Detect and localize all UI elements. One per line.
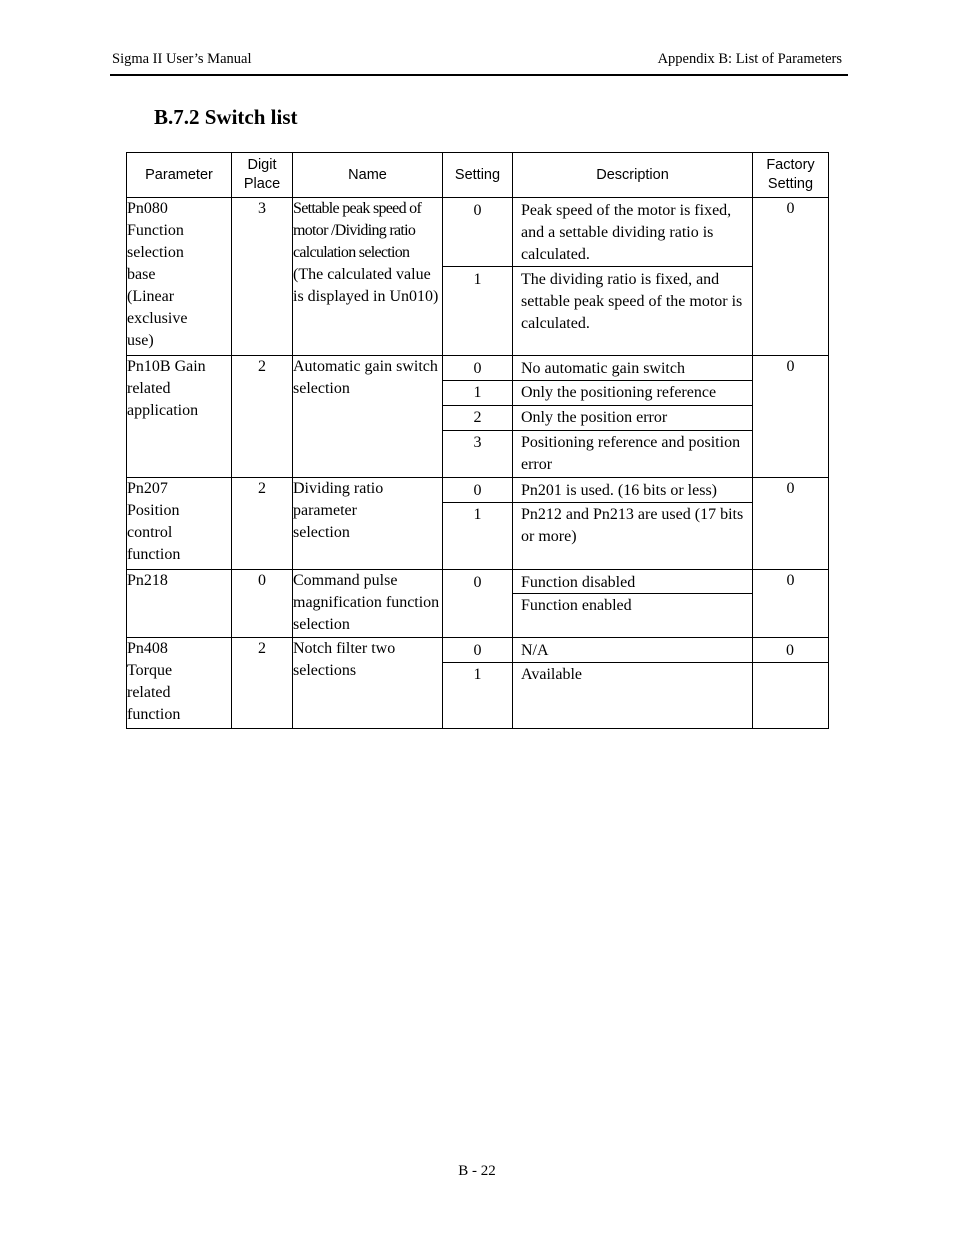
header-rule: [110, 74, 848, 76]
parameter-cell: Pn408 Torque related function: [127, 638, 232, 729]
setting-description: Only the position error: [521, 409, 668, 426]
digit-cell: 2: [232, 638, 293, 729]
table-header-row: [127, 153, 829, 198]
setting-description: Function disabled: [513, 570, 752, 594]
setting-divider: [512, 570, 513, 637]
name-note: (The calculated value is displayed in Un010): [293, 266, 439, 305]
col-header-digit-place: Digit Place: [232, 153, 293, 198]
setting-row: [443, 663, 828, 728]
setting-description: Function enabled: [521, 597, 632, 614]
setting-description: Only the positioning reference: [521, 384, 717, 401]
setting-value: 0: [473, 574, 482, 591]
settings-cell: [443, 638, 829, 729]
setting-description: Positioning reference and position error: [521, 434, 741, 473]
col-header-name: Name: [293, 153, 443, 198]
setting-description: Available: [521, 666, 583, 683]
setting-description: Pn201 is used. (16 bits or less): [521, 482, 717, 499]
setting-value: 1: [443, 381, 513, 405]
setting-row: [443, 356, 752, 381]
table-row: [127, 570, 829, 638]
col-header-factory-setting: Factory Setting: [753, 153, 829, 198]
factory-setting-empty: [752, 663, 828, 728]
name-cell: Command pulse magnification function selection: [293, 570, 443, 638]
setting-value: [443, 594, 512, 637]
setting-value: 2: [443, 406, 513, 430]
parameter-cell: Pn207 Position control function: [127, 478, 232, 570]
setting-description: No automatic gain switch: [521, 360, 685, 377]
factory-divider: [752, 638, 753, 728]
factory-setting-cell: 0: [753, 198, 829, 356]
table-row: [127, 478, 829, 570]
header-left: Sigma II User’s Manual: [112, 51, 252, 67]
parameter-cell: Pn10B Gain related application: [127, 356, 232, 478]
col-header-parameter: Parameter: [127, 153, 232, 198]
parameter-cell: Pn080 Function selection base (Linear exclusive use): [127, 198, 232, 356]
name-cell: Notch filter two selections: [293, 638, 443, 729]
setting-value: 0: [473, 642, 482, 659]
factory-setting-cell: 0: [753, 478, 829, 570]
setting-row: [443, 594, 752, 637]
digit-cell: 2: [232, 356, 293, 478]
factory-setting-cell: 0: [753, 570, 829, 638]
name-cell: Dividing ratio parameter selection: [293, 478, 443, 570]
setting-value: 0: [443, 356, 513, 380]
setting-value: 0: [443, 478, 513, 502]
setting-value: 1: [443, 503, 513, 569]
settings-cell: [443, 198, 753, 356]
setting-row: [443, 381, 752, 406]
setting-value: 1: [443, 267, 513, 355]
setting-row: [443, 503, 752, 569]
setting-divider: [512, 638, 513, 728]
name-cell: [293, 198, 443, 356]
name-text: Settable peak speed of motor /Dividing ratio calculation selection: [293, 200, 422, 261]
col-header-setting: Setting: [443, 153, 513, 198]
setting-description: N/A: [521, 642, 549, 659]
setting-value: 1: [473, 666, 482, 683]
name-cell: Automatic gain switch selection: [293, 356, 443, 478]
setting-row: [443, 431, 752, 477]
header-right: Appendix B: List of Parameters: [657, 51, 842, 67]
table-row: [127, 198, 829, 356]
setting-value: 3: [443, 431, 513, 477]
col-header-description: Description: [513, 153, 753, 198]
digit-cell: 2: [232, 478, 293, 570]
table-row: [127, 356, 829, 478]
setting-row: [443, 267, 752, 355]
page-number: B - 22: [458, 1163, 496, 1179]
digit-cell: 0: [232, 570, 293, 638]
section-title: B.7.2 Switch list: [154, 105, 298, 129]
setting-row: [443, 638, 828, 663]
setting-value: 0: [443, 198, 513, 266]
digit-cell: 3: [232, 198, 293, 356]
factory-setting-cell: 0: [786, 642, 794, 659]
setting-description: Pn212 and Pn213 are used (17 bits or more): [521, 506, 744, 545]
parameter-cell: Pn218: [127, 570, 232, 638]
settings-cell: [443, 356, 753, 478]
setting-row: [443, 570, 752, 594]
settings-cell: [443, 570, 753, 638]
setting-row: [443, 198, 752, 267]
table-row: [127, 638, 829, 729]
setting-row: [443, 478, 752, 503]
setting-description: Peak speed of the motor is fixed, and a settable dividing ratio is calculated.: [521, 202, 732, 263]
switch-list-table: [126, 152, 829, 729]
settings-cell: [443, 478, 753, 570]
factory-setting-cell: 0: [753, 356, 829, 478]
setting-row: [443, 406, 752, 431]
setting-description: The dividing ratio is fixed, and settable peak speed of the motor is calculated.: [521, 271, 743, 332]
